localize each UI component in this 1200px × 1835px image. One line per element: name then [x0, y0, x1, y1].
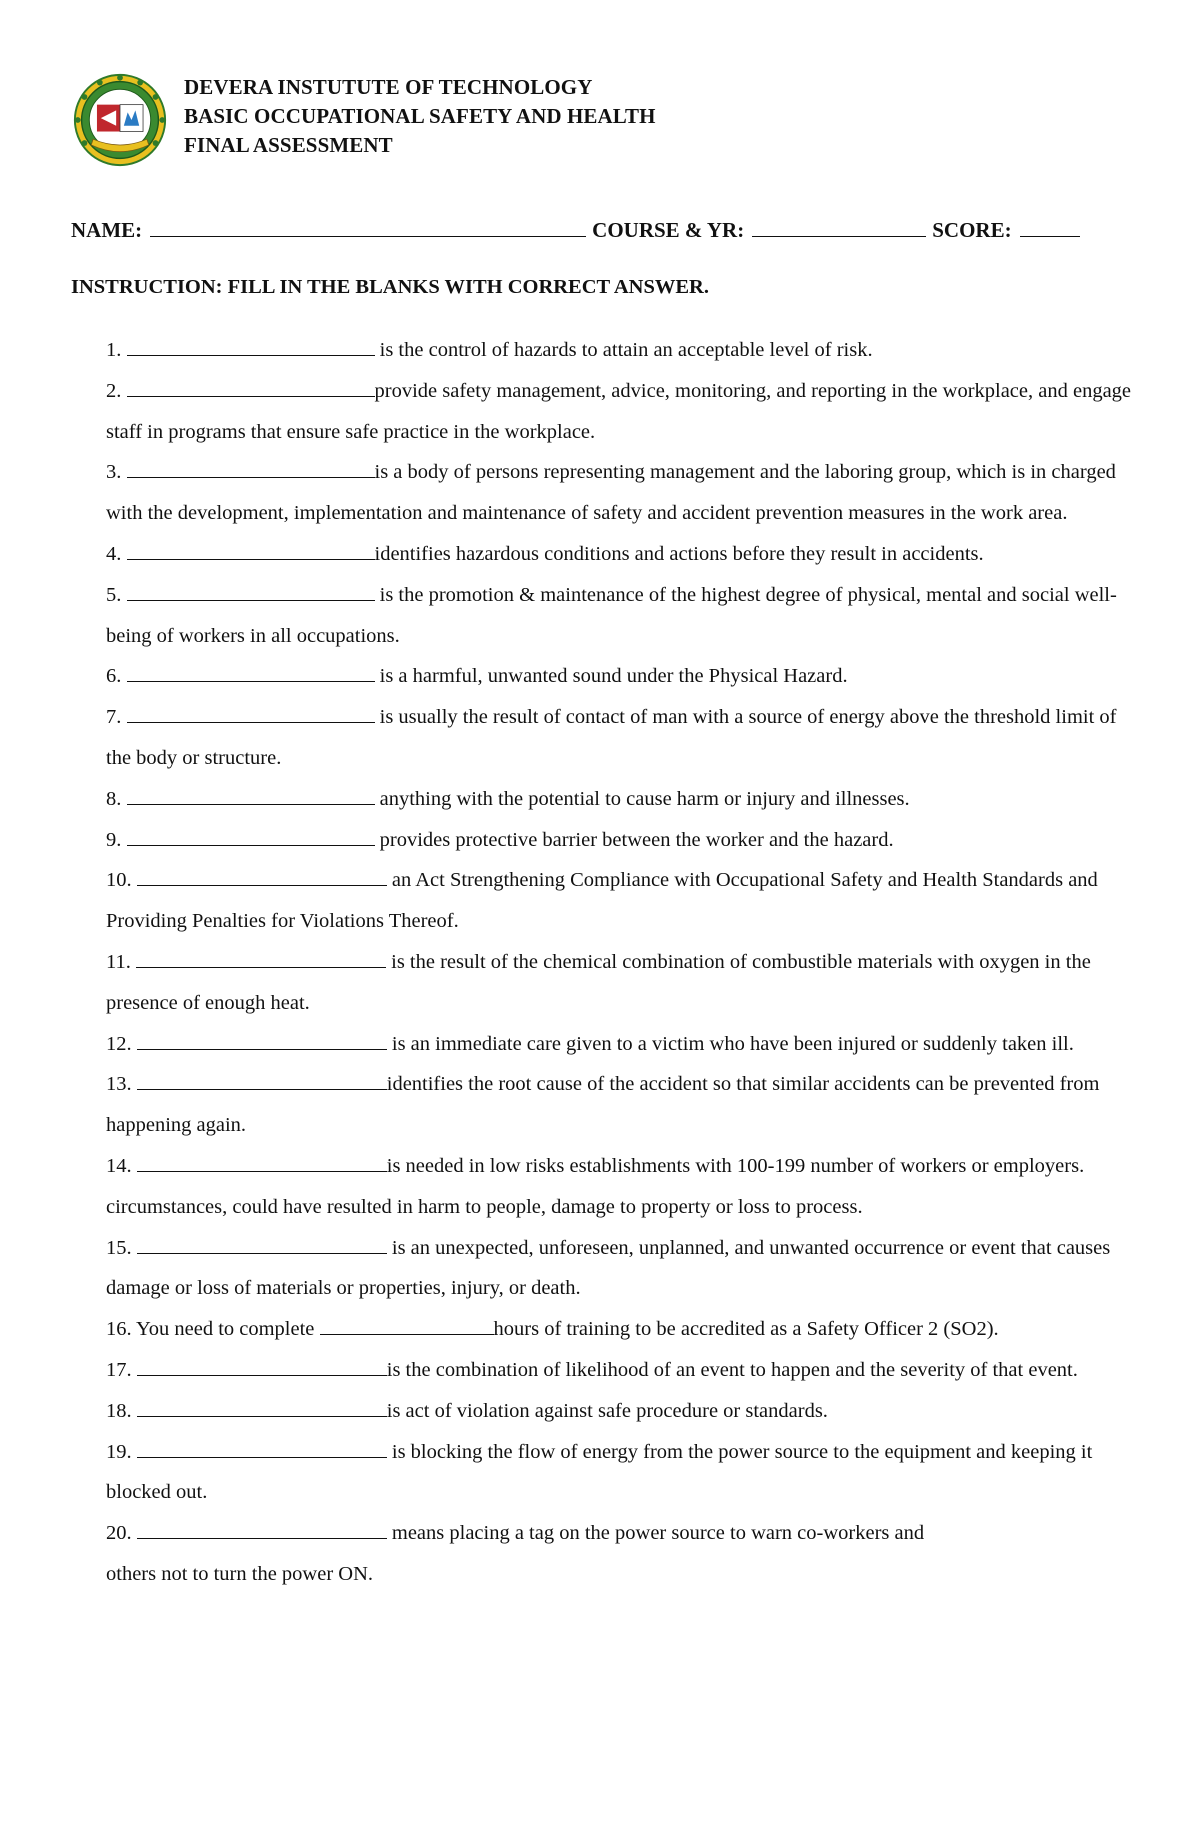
name-label: NAME: — [71, 218, 143, 242]
answer-blank[interactable] — [137, 1072, 387, 1090]
answer-blank[interactable] — [127, 379, 375, 397]
question-number: 19. — [106, 1440, 132, 1463]
question-item — [106, 534, 1136, 575]
question-text: is the promotion & maintenance of the highest degree of physical, mental and social well-being of workers in all occupations. — [106, 583, 1117, 647]
answer-blank[interactable] — [137, 1521, 387, 1539]
question-item — [106, 452, 1136, 534]
question-text: is an immediate care given to a victim who have been injured or suddenly taken ill. — [386, 1032, 1074, 1055]
question-item — [106, 1513, 1136, 1595]
question-text: an Act Strengthening Compliance with Occupational Safety and Health Standards and Providing Penalties for Violations Thereof. — [106, 869, 1098, 933]
question-text-continued: others not to turn the power ON. — [106, 1562, 374, 1585]
question-list — [106, 330, 1136, 1595]
question-item — [106, 1146, 1136, 1187]
student-info-row — [71, 218, 1131, 243]
assessment-title: FINAL ASSESSMENT — [184, 133, 393, 157]
question-item — [106, 1064, 1136, 1146]
answer-blank[interactable] — [127, 787, 375, 805]
question-text: is act of violation against safe procedure or standards. — [386, 1399, 828, 1422]
question-item — [106, 371, 1136, 453]
question-number: 6. — [106, 665, 122, 688]
answer-blank[interactable] — [137, 1236, 387, 1254]
question-text: provides protective barrier between the worker and the hazard. — [374, 828, 894, 851]
question-fragment — [106, 1187, 1136, 1228]
question-item — [106, 1432, 1136, 1514]
question-item — [106, 1391, 1136, 1432]
question-text: is an unexpected, unforeseen, unplanned, and unwanted occurrence or event that causes damage or loss of materials or properties, injury, or death. — [106, 1236, 1111, 1300]
question-text: is blocking the flow of energy from the power source to the equipment and keeping it blocked out. — [106, 1440, 1093, 1504]
question-item — [106, 697, 1136, 779]
question-item — [106, 942, 1136, 1024]
fragment-text: circumstances, could have resulted in harm to people, damage to property or loss to process. — [106, 1195, 863, 1218]
question-text: is the result of the chemical combination of combustible materials with oxygen in the presence of enough heat. — [106, 950, 1091, 1014]
institute-name: DEVERA INSTUTUTE OF TECHNOLOGY — [184, 75, 593, 99]
question-number: 3. — [106, 461, 122, 484]
question-text: is a body of persons representing management and the laboring group, which is in charged with the development, implementation and maintenance of safety and accident prevention measures in the work area. — [106, 461, 1116, 525]
question-item — [106, 1024, 1136, 1065]
question-number: 10. — [106, 869, 132, 892]
question-number: 18. — [106, 1399, 132, 1422]
answer-blank[interactable] — [137, 1358, 387, 1376]
question-item — [106, 1309, 1136, 1350]
answer-blank[interactable] — [137, 1154, 387, 1172]
question-text: is a harmful, unwanted sound under the Physical Hazard. — [374, 665, 848, 688]
question-number: 15. — [106, 1236, 132, 1259]
answer-blank[interactable] — [127, 542, 375, 560]
question-text-before: You need to complete — [131, 1318, 320, 1341]
question-item — [106, 330, 1136, 371]
question-text: identifies hazardous conditions and actions before they result in accidents. — [374, 542, 984, 565]
answer-blank[interactable] — [137, 1399, 387, 1417]
score-blank[interactable] — [1020, 218, 1080, 237]
question-text: is the control of hazards to attain an acceptable level of risk. — [374, 339, 873, 361]
answer-blank[interactable] — [127, 460, 375, 478]
question-text: is usually the result of contact of man with a source of energy above the threshold limit of the body or structure. — [106, 706, 1117, 769]
question-number: 9. — [106, 828, 122, 851]
answer-blank[interactable] — [320, 1317, 494, 1335]
answer-blank[interactable] — [127, 583, 375, 601]
question-text: provide safety management, advice, monitoring, and reporting in the workplace, and engage staff in programs that ensure safe practice in the workplace. — [106, 379, 1132, 443]
question-item — [106, 1228, 1136, 1310]
question-number: 12. — [106, 1032, 132, 1055]
answer-blank[interactable] — [136, 950, 386, 968]
question-number: 11. — [106, 950, 131, 973]
answer-blank[interactable] — [137, 1032, 387, 1050]
question-number: 5. — [106, 583, 122, 606]
question-number: 14. — [106, 1154, 132, 1177]
course-title: BASIC OCCUPATIONAL SAFETY AND HEALTH — [184, 104, 656, 128]
course-blank[interactable] — [752, 218, 926, 237]
question-number: 13. — [106, 1073, 132, 1096]
question-text: anything with the potential to cause harm or injury and illnesses. — [374, 787, 910, 810]
answer-blank[interactable] — [137, 868, 387, 886]
question-number: 1. — [106, 339, 122, 361]
question-item — [106, 779, 1136, 820]
question-text: hours of training to be accredited as a Safety Officer 2 (SO2). — [493, 1318, 999, 1341]
school-seal-logo — [72, 72, 168, 168]
question-text: is needed in low risks establishments with 100-199 number of workers or employers. — [386, 1154, 1085, 1177]
question-item — [106, 820, 1136, 861]
question-number: 8. — [106, 787, 122, 810]
instruction-text: INSTRUCTION: FILL IN THE BLANKS WITH CORRECT ANSWER. — [71, 276, 709, 298]
question-number: 2. — [106, 379, 122, 402]
question-number: 7. — [106, 706, 122, 729]
question-number: 17. — [106, 1358, 132, 1381]
answer-blank[interactable] — [127, 705, 375, 723]
answer-blank[interactable] — [137, 1440, 387, 1458]
answer-blank[interactable] — [127, 828, 375, 846]
question-item — [106, 860, 1136, 942]
question-text: means placing a tag on the power source to warn co-workers and — [386, 1522, 925, 1545]
document-header — [184, 73, 656, 160]
question-number: 4. — [106, 542, 122, 565]
question-item — [106, 656, 1136, 697]
answer-blank[interactable] — [127, 664, 375, 682]
question-item — [106, 1350, 1136, 1391]
course-label: COURSE & YR: — [592, 218, 745, 242]
score-label: SCORE: — [932, 218, 1012, 242]
answer-blank[interactable] — [127, 338, 375, 356]
question-number: 20. — [106, 1522, 132, 1545]
question-number: 16. — [106, 1318, 132, 1341]
question-text: identifies the root cause of the accident so that similar accidents can be prevented from happening again. — [106, 1073, 1100, 1137]
name-blank[interactable] — [150, 218, 586, 237]
question-item — [106, 575, 1136, 657]
question-text: is the combination of likelihood of an event to happen and the severity of that event. — [386, 1358, 1078, 1381]
